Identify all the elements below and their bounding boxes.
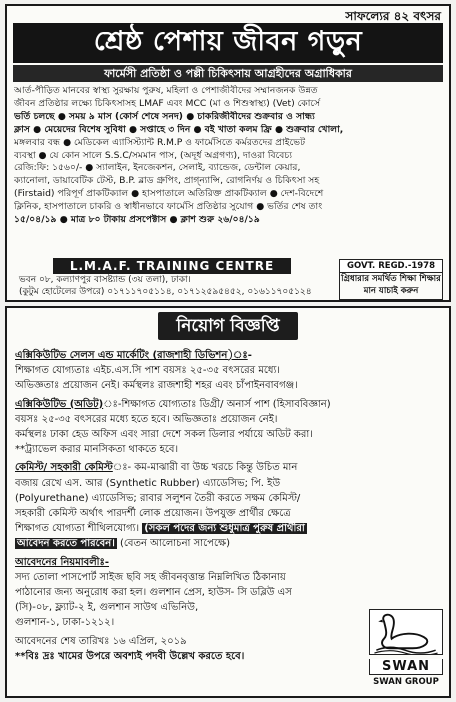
- swan-logo-icon: [369, 609, 443, 655]
- ad1-body-line: রেজি:ফি: ১৫৬০/- ● স্যালাইন, ইনজেকশন, সেলাই, ব্যান্ডেজ, ডেন্টাল কেয়ার,: [14, 162, 301, 174]
- job1-suffix: ঃ-: [247, 350, 252, 361]
- centre-phones: [13, 286, 339, 298]
- ad1-body-line: ব্যবস্থা ● যে কোন সালে S.S.C/সমমান পাস, (অদূর্ধ অগ্রগণ্য), দাওরা বিবেচ্য: [14, 149, 293, 161]
- ad1-body-line: মঙ্গলবার বন্ধ ● মেডিকেল এ্যাসিস্ট্যান্ট R.M.P ও ফার্মেসিতে কর্মরতদের প্রাইভেট: [14, 136, 306, 148]
- centre-name: L.M.A.F. TRAINING CENTRE: [53, 258, 291, 274]
- centre-address: [13, 274, 339, 286]
- job3-line: শিক্ষাগত যোগ্যতা শীথিলযোগ্য।: [15, 523, 140, 535]
- job2-title: এক্সিকিউটিভ (অডিট): [15, 398, 104, 410]
- apply-heading: [15, 555, 441, 570]
- job2-heading: [15, 397, 441, 412]
- job3-line: সহকারী কেমিস্ট অর্থাৎ পারদর্শী লোক প্রয়োজন। উপযুক্ত প্রার্থীর ক্ষেত্রে: [15, 508, 291, 520]
- job3-title: কেমিস্ট/ সহকারী কেমিস্ট: [15, 462, 113, 474]
- apply-line: গুলশান-১, ঢাকা-১২১২।: [15, 617, 115, 629]
- ad1-body-line: ক্যানোলা, ডায়াবেটিক টেস্ট, B.P. ব্লাড গ্রুপিং, প্রাগ্‌ন্যান্সি, রোগনির্ণয় ও চিকিৎসা সহ: [14, 175, 320, 187]
- job3-first-line: ঃ- কম-মাঝারী বা উচ্চ খরচে কিন্তু উচিত মান: [112, 462, 298, 474]
- govt-registration-box: [339, 259, 443, 300]
- apply-heading-text: আবেদনের নিয়মাবলীঃ-: [15, 556, 110, 568]
- swan-group-label: SWAN GROUP: [373, 677, 439, 687]
- job3-line-with-highlight: [15, 521, 441, 536]
- centre-address-text: ভবন ০৮, কল্যাণপুর বাসষ্ট্যান্ড (৩য় তলা), ঢাকা।: [19, 275, 191, 285]
- apply-line: পাঠানোর জন্য অনুরোধ করা হল। গুলশান প্রেস, হাউস- সি ডব্লিউ এস: [15, 587, 292, 599]
- male-only-notice-end: আবেদন করতে পারবেন।: [17, 538, 115, 550]
- ad1-tagline: সাফল্যের ৪২ বৎসর: [345, 9, 441, 23]
- swan-wordmark: SWAN: [369, 659, 443, 675]
- job3-closing-line: আবেদন করতে পারবেন। (বেতন আলোচনা সাপেক্ষে): [17, 538, 230, 550]
- centre-phone-numbers: ০১৭১১৭০৫১১৪, ০১৭১২৫৯৫৪৫২, ০১৬১১৭০৫১২৪: [107, 287, 312, 297]
- job1-line: অভিজ্ঞতাঃ প্রয়োজন নেই। কর্মস্থলঃ রাজশাহী শহর এবং চাঁপাইনবাবগঞ্জ।: [15, 380, 298, 392]
- job1-title: এক্সিকিউটিভ সেলস এন্ড মার্কেটিং (রাজশাহী ডিভিশন): [15, 350, 248, 361]
- job1-heading: [15, 348, 441, 363]
- ad1-body-line: আর্ত-পীড়িত মানবের স্বাস্থ্য সুরক্ষায় পুরুষ, মহিলা ও পেশাজীবীদের সম্মানজনক উন্নত: [14, 85, 318, 96]
- ad1-body-line: ক্লিনিক, হাসপাতালে চাকরি ও স্বাধীনভাবে ফার্মেসি প্রতিষ্ঠার সুযোগ ● ভর্তির শেষ তাং: [14, 201, 323, 213]
- ad1-body-line: জীবন প্রতিষ্ঠার লক্ষ্যে চিকিৎসাসহ LMAF এবং MCC (মা ও শিশুস্বাস্থ্য) (Vet) কোর্সে: [14, 97, 321, 109]
- apply-line: সদ্য তোলা পাসপোর্ট সাইজ ছবি সহ জীবনবৃত্তান্ত নিম্নলিখিত ঠিকানায়: [15, 571, 286, 583]
- deadline: আবেদনের শেষ তারিখঃ ১৬ এপ্রিল, ২০১৯: [15, 635, 187, 647]
- training-centre-ad: [5, 4, 451, 302]
- ad1-body-line: ভর্তি চলছে ● সময় ৯ মাস (কোর্স শেষে সনদ) ● চাকরিজীবীদের শুক্রবার ও সান্ধ্য: [14, 110, 315, 122]
- centre-info: [13, 258, 339, 300]
- job2-first-line: ঃ-শিক্ষাগত যোগ্যতাঃ ডিগ্রী/ অনার্স পাশ (হিসাববিজ্ঞান): [103, 398, 331, 410]
- job1-line: শিক্ষাগত যোগ্যতাঃ এইচ.এস.সি পাশ বয়সঃ ২৫-৩৫ বৎসরের মধ্যে।: [15, 365, 281, 377]
- ad1-body-line: ১৫/০৪/১৯ ● মাত্র ৮০ টাকায় প্রসপেক্টাস ● ক্লাশ শুরু ২৬/০৪/১৯: [14, 214, 260, 226]
- ad2-title-wrap: [7, 308, 449, 346]
- job2-line: **ট্র্যাভেল করার মানসিকতা থাকতে হবে।: [15, 444, 179, 456]
- swan-brand: [369, 609, 443, 688]
- ad1-headline: শ্রেষ্ঠ পেশায় জীবন গড়ুন: [13, 23, 443, 63]
- ad1-body-line: (Firstaid) পরিপূর্ণ প্রাকটিক্যাল ● হাসপাতালে অতিরিক্ত প্রাকটিক্যাল ● দেশ-বিদেশে: [14, 188, 324, 200]
- salary-text: বেতন আলোচনা সাপেক্ষে: [123, 538, 227, 550]
- job2-line: বয়সঃ ২৫-৩৫ বৎসরের মধ্যে হতে হবে। অভিজ্ঞতাঃ প্রয়োজন নেই।: [15, 413, 278, 425]
- ad1-footer: [13, 258, 443, 300]
- ad2-title: নিয়োগ বিজ্ঞপ্তি: [158, 312, 297, 340]
- ad1-subheadline: ফার্মেসী প্রতিষ্ঠা ও পল্লী চিকিৎসায় আগ্রহীদের অগ্রাধিকার: [13, 65, 443, 82]
- apply-line: (সি)-০৮, ফ্ল্যাট-২ ই, গুলশান সাউথ এভিনিউ,: [15, 602, 199, 614]
- govt-reg-note: গ্রিধারার সমর্থিত শিক্ষা শিক্ষার মান যাচাই করুন: [341, 274, 441, 296]
- male-only-notice: (সকল পদের জন্য শুধুমাত্র পুরুষ প্রার্থীরা: [144, 523, 305, 535]
- job3-line: (Polyurethane) এ্যাডেসিভ; রাবার সলুশন তৈরী করতে সক্ষম কেমিস্ট/: [15, 492, 301, 504]
- ad1-body-line: ক্লাস ● মেয়েদের বিশেষ সুবিধা ● সপ্তাহে ৩ দিন ● বই খাতা কলম ফ্রি ● শুক্রবার খোলা,: [14, 123, 344, 135]
- job2-line: কর্মস্থলঃ ঢাকা হেড অফিস এবং সারা দেশে সকল ডিলার পর্যায়ে অডিট করা।: [15, 429, 313, 441]
- job3-heading: [15, 460, 441, 475]
- govt-reg-label: GOVT. REGD.-1978: [340, 260, 442, 273]
- recruitment-ad: [5, 306, 451, 698]
- centre-landmark: (কুটুম হোটেলের উপরে): [19, 287, 105, 297]
- job3-line: বজায় রেখে এস. আর (Synthetic Rubber) এ্যাডেসিভ; পি. ইউ: [15, 477, 281, 489]
- envelope-note: **বিঃ দ্রঃ খামের উপরে অবশ্যই পদবী উল্লেখ করতে হবে।: [15, 650, 245, 662]
- ad1-body: [7, 82, 449, 257]
